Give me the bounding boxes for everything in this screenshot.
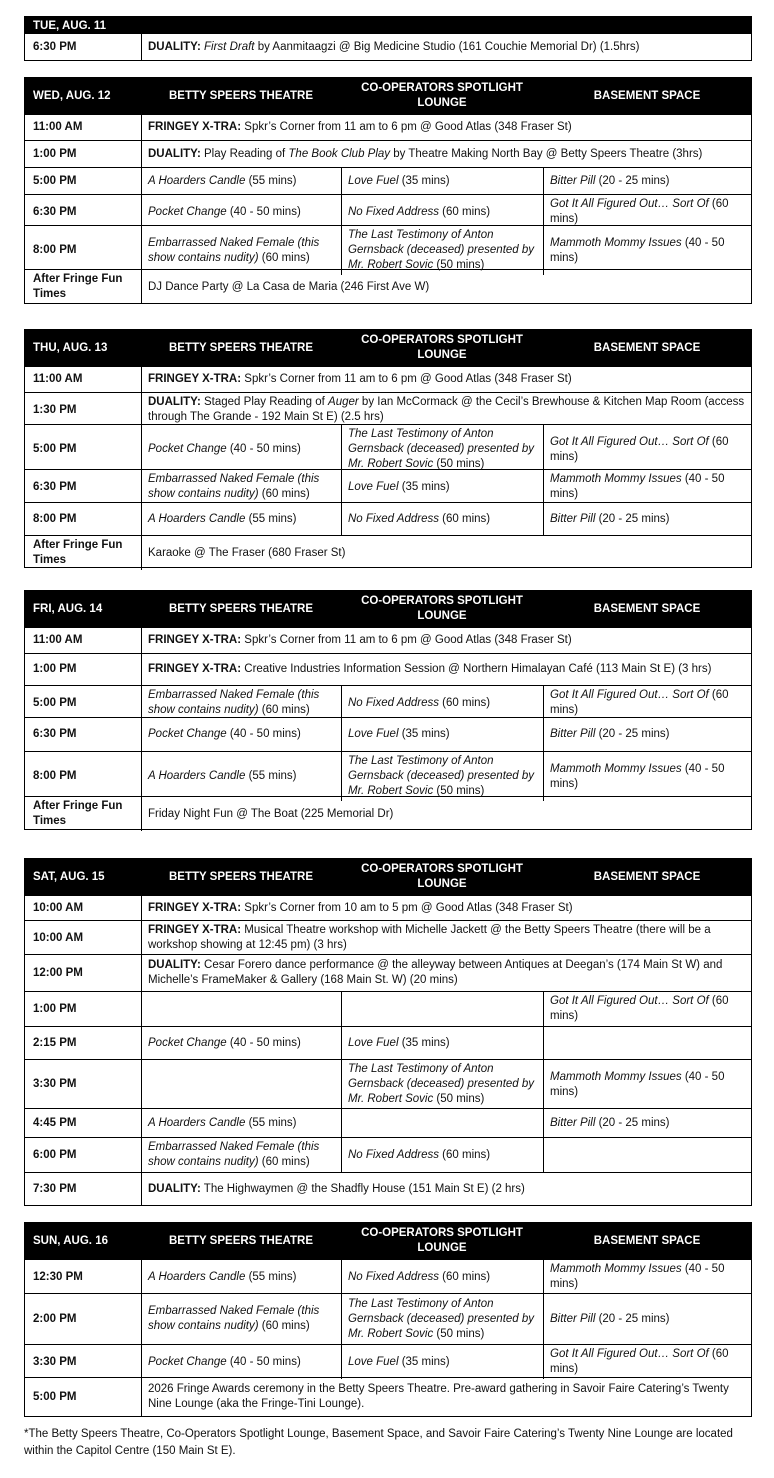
row-time: 10:00 AM	[33, 901, 84, 914]
show-duration: (40 - 50 mins)	[226, 728, 301, 740]
show-cell	[341, 1027, 543, 1059]
event-prefix: Play Reading of	[200, 147, 289, 160]
show-title: Pocket Change	[148, 1036, 227, 1049]
show-cell	[341, 226, 543, 275]
show-duration: (60 mins)	[550, 435, 729, 463]
event-details: Spkr’s Corner from 10 am to 5 pm @ Good Atlas (348 Fraser St)	[241, 901, 573, 914]
day-date: SAT, AUG. 15	[33, 870, 105, 883]
event-label: FRINGEY X-TRA:	[148, 901, 242, 914]
event-details: by Ian McCormack @ the Cecil’s Brewhouse & Kitchen Map Room (access through The Grande - 192 Main St E) (2.5 hrs)	[148, 396, 745, 423]
schedule-row	[25, 1377, 751, 1416]
show-cell	[141, 1260, 341, 1294]
show-title: The Last Testimony of Anton Gernsback (deceased) presented by Mr. Robert Sovic	[348, 229, 535, 271]
show-title: Mammoth Mommy Issues	[550, 762, 682, 775]
show-cell	[141, 1109, 341, 1137]
show-duration: (20 - 25 mins)	[595, 728, 670, 740]
row-time: 5:00 PM	[33, 174, 77, 187]
event-details: Spkr’s Corner from 11 am to 6 pm @ Good Atlas (348 Fraser St)	[241, 121, 572, 133]
event-label: DUALITY:	[148, 147, 201, 160]
event-details: by Aanmitaagzi @ Big Medicine Studio (161 Couchie Memorial Dr) (1.5hrs)	[254, 40, 640, 53]
show-title: Got It All Figured Out… Sort Of	[550, 435, 709, 448]
event-details: Creative Industries Information Session @ Northern Himalayan Café (113 Main St E) (3 hrs)	[241, 663, 712, 675]
show-title: Embarrassed Naked Female (this show contains nudity)	[148, 1305, 320, 1332]
show-title: Got It All Figured Out… Sort Of	[550, 1348, 709, 1360]
show-title: A Hoarders Candle	[148, 770, 246, 782]
show-cell	[543, 1294, 751, 1344]
row-time: 6:00 PM	[33, 1148, 77, 1161]
day-header	[25, 859, 751, 895]
event-details: Spkr’s Corner from 11 am to 6 pm @ Good Atlas (348 Fraser St)	[241, 373, 572, 385]
show-cell	[543, 1060, 751, 1109]
show-title: A Hoarders Candle	[148, 1116, 246, 1129]
schedule-row	[25, 366, 751, 392]
venue-betty-speers: BETTY SPEERS THEATRE	[169, 1234, 313, 1247]
show-cell	[543, 1138, 751, 1172]
show-title: Embarrassed Naked Female (this show contains nudity)	[148, 236, 320, 264]
show-cell	[543, 1260, 751, 1294]
day-header	[25, 330, 751, 366]
row-time: 8:00 PM	[33, 512, 77, 525]
show-cell	[141, 992, 341, 1026]
show-title: Love Fuel	[348, 1355, 399, 1368]
show-cell	[141, 1345, 341, 1379]
row-event	[141, 921, 751, 955]
show-title: Love Fuel	[348, 728, 399, 740]
row-time: After Fringe Fun Times	[33, 273, 123, 300]
show-duration: (55 mins)	[245, 512, 297, 525]
event-title: Auger	[328, 396, 359, 408]
show-cell	[141, 226, 341, 275]
show-title: No Fixed Address	[348, 696, 439, 709]
show-cell	[543, 718, 751, 751]
schedule-row	[25, 1108, 751, 1137]
row-event	[141, 270, 751, 304]
show-duration: (40 - 50 mins)	[550, 236, 725, 264]
show-cell	[543, 1027, 751, 1059]
show-cell	[543, 470, 751, 504]
event-label: DUALITY:	[148, 396, 201, 408]
show-cell	[141, 718, 341, 751]
day-header	[25, 1223, 751, 1259]
show-title: Bitter Pill	[550, 1312, 596, 1325]
row-time: 6:30 PM	[33, 205, 77, 218]
row-event	[141, 797, 751, 831]
row-time: 6:30 PM	[33, 40, 77, 53]
schedule-row	[25, 653, 751, 685]
show-title: No Fixed Address	[348, 1270, 439, 1283]
row-event	[141, 1378, 751, 1416]
event-details: Cesar Forero dance performance @ the alleyway between Antiques at Deegan’s (174 Main St W) and Michelle’s FrameMaker & Gallery (168 Main St. W) (20 mins)	[148, 959, 723, 986]
show-cell	[141, 1138, 341, 1172]
row-time: 8:00 PM	[33, 244, 77, 256]
show-duration: (60 mins)	[438, 1148, 491, 1161]
event-details: The Highwaymen @ the Shadfly House (151 Main St E) (2 hrs)	[200, 1182, 525, 1195]
show-title: Pocket Change	[148, 443, 227, 455]
show-title: No Fixed Address	[348, 1148, 439, 1161]
row-time: 6:30 PM	[33, 480, 77, 493]
event-label: FRINGEY X-TRA:	[148, 663, 242, 675]
row-event	[141, 34, 751, 60]
show-duration: (60 mins)	[258, 488, 310, 500]
schedule-row	[25, 502, 751, 535]
show-duration: (60 mins)	[258, 1156, 310, 1168]
show-duration: (60 mins)	[550, 1348, 729, 1375]
schedule-row	[25, 1259, 751, 1293]
event-title: The Book Club Play	[288, 147, 391, 160]
day-date: SUN, AUG. 16	[33, 1234, 108, 1247]
show-cell	[543, 195, 751, 229]
show-duration: (40 - 50 mins)	[550, 473, 725, 500]
row-time: 6:30 PM	[33, 728, 77, 740]
venue-betty-speers: BETTY SPEERS THEATRE	[169, 89, 313, 102]
row-time: 5:00 PM	[33, 696, 77, 709]
show-duration: (50 mins)	[433, 785, 485, 797]
day-block-sat	[24, 858, 752, 1206]
row-time: After Fringe Fun Times	[33, 539, 123, 566]
show-duration: (40 - 50 mins)	[226, 443, 301, 455]
show-title: Pocket Change	[148, 1355, 227, 1368]
row-event	[141, 393, 751, 427]
schedule-row	[25, 167, 751, 194]
show-title: A Hoarders Candle	[148, 1270, 246, 1283]
show-title: The Last Testimony of Anton Gernsback (deceased) presented by Mr. Robert Sovic	[348, 428, 535, 470]
schedule-row	[25, 1137, 751, 1172]
show-cell	[141, 752, 341, 801]
show-duration: (60 mins)	[550, 995, 729, 1022]
show-duration: (50 mins)	[433, 1093, 485, 1105]
show-cell	[341, 195, 543, 229]
event-label: DUALITY:	[148, 1182, 201, 1195]
schedule-row	[25, 1344, 751, 1377]
venue-betty-speers: BETTY SPEERS THEATRE	[169, 341, 313, 354]
show-cell	[341, 1260, 543, 1294]
show-title: Bitter Pill	[550, 174, 596, 187]
show-duration: (35 mins)	[398, 1036, 450, 1049]
row-time: After Fringe Fun Times	[33, 800, 123, 827]
show-cell	[543, 686, 751, 720]
show-cell	[543, 226, 751, 275]
row-time: 2:15 PM	[33, 1036, 77, 1049]
day-date: WED, AUG. 12	[33, 89, 111, 102]
row-event	[141, 367, 751, 392]
show-title: Love Fuel	[348, 480, 399, 493]
show-title: Pocket Change	[148, 205, 227, 218]
show-cell	[141, 425, 341, 474]
show-duration: (50 mins)	[433, 1327, 485, 1340]
show-cell	[543, 1345, 751, 1379]
row-event	[141, 115, 751, 140]
show-duration: (40 - 50 mins)	[226, 205, 301, 218]
show-title: Mammoth Mommy Issues	[550, 473, 682, 485]
day-date: FRI, AUG. 14	[33, 602, 103, 615]
row-time: 4:45 PM	[33, 1116, 77, 1129]
show-duration: (35 mins)	[398, 174, 450, 187]
event-details: 2026 Fringe Awards ceremony in the Betty Speers Theatre. Pre-award gathering in Savoir Faire Catering’s Twenty Nine Lounge (aka the Fringe-Tini Lounge).	[148, 1383, 729, 1410]
row-event	[141, 628, 751, 653]
day-block-sun	[24, 1222, 752, 1417]
event-label: FRINGEY X-TRA:	[148, 634, 242, 646]
show-cell	[141, 195, 341, 229]
day-block-thu	[24, 329, 752, 568]
schedule-row	[25, 1293, 751, 1344]
show-duration: (60 mins)	[258, 251, 310, 264]
row-time: 12:30 PM	[33, 1270, 83, 1283]
show-cell	[341, 1109, 543, 1137]
event-details: Friday Night Fun @ The Boat (225 Memorial Dr)	[148, 807, 394, 820]
show-duration: (20 - 25 mins)	[595, 1116, 670, 1129]
event-details: Karaoke @ The Fraser (680 Fraser St)	[148, 546, 346, 559]
show-duration: (55 mins)	[245, 770, 297, 782]
event-label: DUALITY:	[148, 40, 201, 53]
show-title: The Last Testimony of Anton Gernsback (deceased) presented by Mr. Robert Sovic	[348, 1063, 535, 1105]
show-duration: (60 mins)	[550, 689, 729, 716]
venue-co-operators: CO-OPERATORS SPOTLIGHT LOUNGE	[361, 863, 523, 890]
show-cell	[341, 752, 543, 801]
show-cell	[341, 1294, 543, 1344]
venue-basement: BASEMENT SPACE	[593, 870, 701, 883]
show-duration: (50 mins)	[433, 458, 485, 470]
row-time: 5:00 PM	[33, 1390, 77, 1403]
show-title: Bitter Pill	[550, 1116, 596, 1129]
show-cell	[543, 752, 751, 801]
show-title: Pocket Change	[148, 728, 227, 740]
show-cell	[341, 1345, 543, 1379]
show-duration: (20 - 25 mins)	[595, 1312, 670, 1325]
show-title: A Hoarders Candle	[148, 512, 246, 525]
show-cell	[341, 470, 543, 504]
row-event	[141, 654, 751, 685]
event-title: First Draft	[204, 40, 255, 53]
show-title: Embarrassed Naked Female (this show contains nudity)	[148, 473, 320, 500]
show-duration: (20 - 25 mins)	[595, 174, 670, 187]
show-title: A Hoarders Candle	[148, 174, 246, 187]
venue-basement: BASEMENT SPACE	[593, 1234, 701, 1247]
row-time: 3:30 PM	[33, 1355, 77, 1368]
show-duration: (35 mins)	[398, 728, 450, 740]
row-time: 5:00 PM	[33, 443, 77, 455]
show-title: Got It All Figured Out… Sort Of	[550, 995, 709, 1007]
row-time: 11:00 AM	[33, 634, 83, 646]
schedule-row	[25, 269, 751, 303]
show-cell	[543, 168, 751, 194]
row-time: 3:30 PM	[33, 1078, 77, 1090]
day-block-fri	[24, 590, 752, 830]
schedule-row	[25, 954, 751, 991]
show-title: Mammoth Mommy Issues	[550, 236, 682, 249]
row-time: 11:00 AM	[33, 373, 83, 385]
show-duration: (40 - 50 mins)	[550, 762, 725, 790]
venue-co-operators: CO-OPERATORS SPOTLIGHT LOUNGE	[361, 82, 523, 109]
show-duration: (60 mins)	[438, 696, 491, 709]
show-duration: (55 mins)	[245, 1116, 297, 1129]
schedule-row	[25, 991, 751, 1026]
show-cell	[543, 1109, 751, 1137]
show-cell	[141, 503, 341, 535]
event-details: Spkr’s Corner from 11 am to 6 pm @ Good Atlas (348 Fraser St)	[241, 634, 572, 646]
show-cell	[341, 503, 543, 535]
show-duration: (60 mins)	[438, 205, 491, 218]
event-label: FRINGEY X-TRA:	[148, 121, 242, 133]
day-date: THU, AUG. 13	[33, 341, 108, 354]
show-cell	[341, 425, 543, 474]
show-title: Embarrassed Naked Female (this show contains nudity)	[148, 1141, 320, 1168]
show-duration: (40 - 50 mins)	[226, 1036, 301, 1049]
day-header	[25, 78, 751, 114]
row-time: 2:00 PM	[33, 1312, 77, 1325]
show-cell	[141, 686, 341, 720]
row-time: 8:00 PM	[33, 770, 77, 782]
row-time: 7:30 PM	[33, 1182, 77, 1195]
show-title: No Fixed Address	[348, 205, 439, 218]
row-time: 1:00 PM	[33, 1002, 77, 1015]
event-details: Musical Theatre workshop with Michelle Jackett @ the Betty Speers Theatre (there will be a workshop showing at 12:45 pm) (3 hrs)	[148, 924, 711, 951]
show-title: The Last Testimony of Anton Gernsback (deceased) presented by Mr. Robert Sovic	[348, 755, 535, 797]
show-cell	[141, 470, 341, 504]
show-cell	[543, 425, 751, 474]
show-cell	[141, 168, 341, 194]
schedule-row	[25, 796, 751, 829]
show-cell	[141, 1060, 341, 1109]
show-title: Bitter Pill	[550, 728, 596, 740]
row-time: 10:00 AM	[33, 931, 84, 944]
show-duration: (55 mins)	[245, 1270, 297, 1283]
show-title: Mammoth Mommy Issues	[550, 1263, 682, 1275]
show-duration: (60 mins)	[438, 512, 491, 525]
event-label: FRINGEY X-TRA:	[148, 924, 242, 936]
venue-co-operators: CO-OPERATORS SPOTLIGHT LOUNGE	[361, 1227, 523, 1254]
show-duration: (35 mins)	[398, 1355, 450, 1368]
tue-date-header: TUE, AUG. 11	[25, 17, 751, 34]
schedule-row	[25, 685, 751, 717]
show-title: No Fixed Address	[348, 512, 439, 525]
show-title: Bitter Pill	[550, 512, 596, 525]
show-duration: (50 mins)	[433, 259, 485, 271]
event-details: by Theatre Making North Bay @ Betty Speers Theatre (3hrs)	[390, 147, 703, 160]
show-cell	[341, 1138, 543, 1172]
show-title: The Last Testimony of Anton Gernsback (deceased) presented by Mr. Robert Sovic	[348, 1297, 535, 1340]
row-time: 1:30 PM	[33, 403, 77, 416]
schedule-row	[25, 469, 751, 502]
row-event	[141, 536, 751, 570]
row-event	[141, 141, 751, 167]
row-time: 11:00 AM	[33, 121, 83, 133]
schedule-row	[25, 1059, 751, 1108]
venue-betty-speers: BETTY SPEERS THEATRE	[169, 602, 313, 615]
show-title: Got It All Figured Out… Sort Of	[550, 689, 709, 701]
show-title: Mammoth Mommy Issues	[550, 1070, 682, 1083]
schedule-row	[25, 194, 751, 225]
schedule-row	[25, 1172, 751, 1205]
event-details: DJ Dance Party @ La Casa de Maria (246 First Ave W)	[148, 280, 430, 293]
venue-basement: BASEMENT SPACE	[593, 341, 701, 354]
show-duration: (40 - 50 mins)	[226, 1355, 301, 1368]
venue-betty-speers: BETTY SPEERS THEATRE	[169, 870, 313, 883]
schedule-row	[25, 535, 751, 567]
show-cell	[341, 168, 543, 194]
row-event	[141, 896, 751, 920]
row-time: 1:00 PM	[33, 663, 77, 675]
show-cell	[543, 503, 751, 535]
day-block-wed	[24, 77, 752, 304]
event-label: DUALITY:	[148, 959, 201, 971]
row-time: 1:00 PM	[33, 147, 77, 160]
row-time: 12:00 PM	[33, 966, 83, 979]
show-title: Love Fuel	[348, 1036, 399, 1049]
footnote: *The Betty Speers Theatre, Co-Operators Spotlight Lounge, Basement Space, and Savoir Faire Catering’s Twenty Nine Lounge are located within the Capitol Centre (150 Main St E).	[24, 1428, 733, 1457]
schedule-row	[25, 424, 751, 469]
row-event	[141, 955, 751, 991]
schedule-row	[25, 920, 751, 954]
event-label: FRINGEY X-TRA:	[148, 373, 242, 385]
schedule-row	[25, 225, 751, 269]
day-header	[25, 591, 751, 627]
show-title: Got It All Figured Out… Sort Of	[550, 198, 709, 210]
show-duration: (60 mins)	[258, 1320, 310, 1332]
show-duration: (60 mins)	[258, 704, 310, 716]
show-duration: (60 mins)	[438, 1270, 491, 1283]
schedule-row	[25, 114, 751, 140]
show-cell	[341, 718, 543, 751]
show-duration: (40 - 50 mins)	[550, 1263, 725, 1290]
show-cell	[141, 1027, 341, 1059]
venue-basement: BASEMENT SPACE	[593, 89, 701, 102]
show-cell	[141, 1294, 341, 1344]
show-cell	[341, 992, 543, 1026]
schedule-row	[25, 392, 751, 424]
show-cell	[543, 992, 751, 1026]
tue-row	[25, 34, 751, 60]
show-cell	[341, 686, 543, 720]
show-duration: (60 mins)	[550, 198, 729, 225]
schedule-row	[25, 751, 751, 796]
schedule-row	[25, 140, 751, 167]
show-title: Love Fuel	[348, 174, 399, 187]
schedule-row	[25, 895, 751, 920]
venue-basement: BASEMENT SPACE	[593, 602, 701, 615]
show-duration: (35 mins)	[398, 480, 450, 493]
show-title: Embarrassed Naked Female (this show contains nudity)	[148, 689, 320, 716]
schedule-row	[25, 717, 751, 751]
show-duration: (55 mins)	[245, 174, 297, 187]
venue-co-operators: CO-OPERATORS SPOTLIGHT LOUNGE	[361, 334, 523, 361]
row-event	[141, 1173, 751, 1205]
show-duration: (40 - 50 mins)	[550, 1070, 725, 1098]
schedule-row	[25, 1026, 751, 1059]
venue-co-operators: CO-OPERATORS SPOTLIGHT LOUNGE	[361, 595, 523, 622]
tue-schedule-block	[24, 16, 752, 61]
schedule-row	[25, 627, 751, 653]
show-cell	[341, 1060, 543, 1109]
event-prefix: Staged Play Reading of	[200, 396, 329, 408]
show-duration: (20 - 25 mins)	[595, 512, 670, 525]
